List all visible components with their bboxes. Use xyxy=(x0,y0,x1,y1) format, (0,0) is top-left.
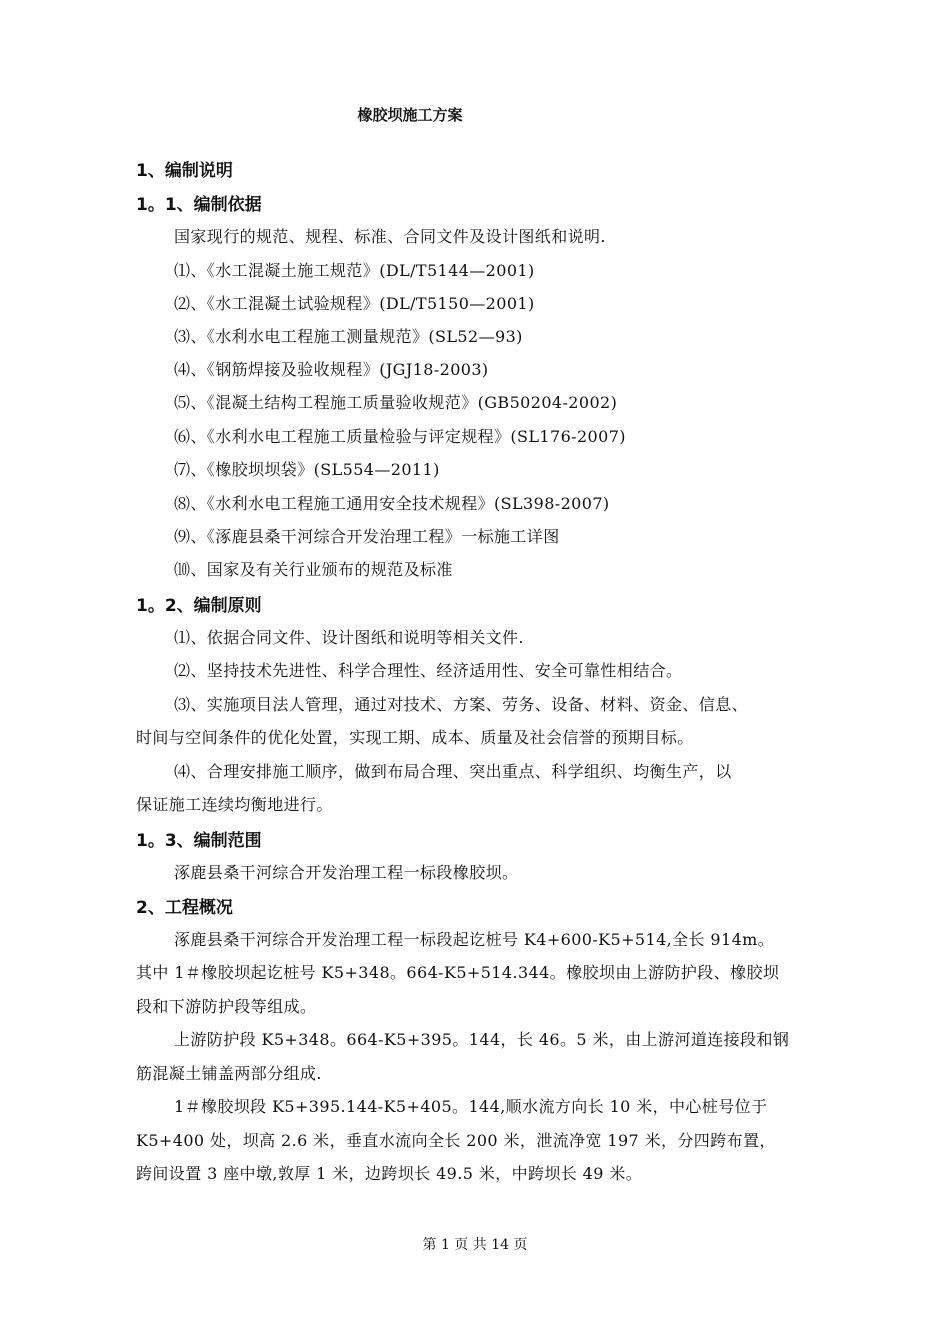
overview-line: 跨间设置 3 座中墩,敦厚 1 米，边跨坝长 49.5 米，中跨坝长 49 米。 xyxy=(136,1164,643,1183)
overview-line: 上游防护段 K5+348。664-K5+395。144，长 46。5 米，由上游河道连接段和钢 xyxy=(174,1030,790,1049)
reference-item: ⑽、国家及有关行业颁布的规范及标准 xyxy=(174,560,453,579)
principle-4-line-2: 保证施工连续均衡地进行。 xyxy=(136,795,333,814)
document-title: 橡胶坝施工方案 xyxy=(357,106,463,124)
reference-item: ⑺、《橡胶坝坝袋》(SL554—2011) xyxy=(174,460,440,479)
principle-1: ⑴、依据合同文件、设计图纸和说明等相关文件. xyxy=(174,628,524,647)
reference-item: ⑻、《水利水电工程施工通用安全技术规程》(SL398-2007) xyxy=(174,494,610,513)
section-heading-1-1: 1。1、编制依据 xyxy=(136,195,262,215)
overview-line: 1＃橡胶坝段 K5+395.144-K5+405。144,顺水流方向长 10 米，中心桩号位于 xyxy=(174,1097,768,1116)
reference-item: ⑼、《涿鹿县桑干河综合开发治理工程》一标施工详图 xyxy=(174,527,560,546)
reference-item: ⑵、《水工混凝土试验规程》(DL/T5150—2001) xyxy=(174,294,535,313)
page-number-footer: 第 1 页 共 14 页 xyxy=(422,1237,528,1253)
reference-item: ⑶、《水利水电工程施工测量规范》(SL52—93) xyxy=(174,327,523,346)
overview-line: 段和下游防护段等组成。 xyxy=(136,997,317,1016)
overview-line: K5+400 处，坝高 2.6 米，垂直水流向全长 200 米，泄流净宽 197 米，分四跨布置， xyxy=(136,1131,776,1150)
section-heading-1-2: 1。2、编制原则 xyxy=(136,596,262,616)
overview-line: 其中 1＃橡胶坝起讫桩号 K5+348。664-K5+514.344。橡胶坝由上游防护段、橡胶坝 xyxy=(136,963,780,982)
reference-item: ⑸、《混凝土结构工程施工质量验收规范》(GB50204-2002) xyxy=(174,393,618,412)
section-heading-1-3: 1。3、编制范围 xyxy=(136,831,262,851)
basis-intro: 国家现行的规范、规程、标准、合同文件及设计图纸和说明. xyxy=(174,227,606,246)
overview-line: 涿鹿县桑干河综合开发治理工程一标段起讫桩号 K4+600-K5+514,全长 914m。 xyxy=(174,930,775,949)
section-heading-1: 1、编制说明 xyxy=(136,161,233,181)
principle-3-line-1: ⑶、实施项目法人管理，通过对技术、方案、劳务、设备、材料、资金、信息、 xyxy=(174,695,749,714)
reference-item: ⑴、《水工混凝土施工规范》(DL/T5144—2001) xyxy=(174,261,535,280)
scope-text: 涿鹿县桑干河综合开发治理工程一标段橡胶坝。 xyxy=(174,863,519,882)
principle-4-line-1: ⑷、合理安排施工顺序，做到布局合理、突出重点、科学组织、均衡生产，以 xyxy=(174,762,732,781)
reference-item: ⑹、《水利水电工程施工质量检验与评定规程》(SL176-2007) xyxy=(174,427,626,446)
overview-line: 筋混凝土铺盖两部分组成. xyxy=(136,1064,322,1083)
reference-item: ⑷、《钢筋焊接及验收规程》(JGJ18-2003) xyxy=(174,360,489,379)
principle-3-line-2: 时间与空间条件的优化处置，实现工期、成本、质量及社会信誉的预期目标。 xyxy=(136,728,694,747)
principle-2: ⑵、坚持技术先进性、科学合理性、经济适用性、安全可靠性相结合。 xyxy=(174,661,683,680)
section-heading-2: 2、工程概况 xyxy=(136,898,233,918)
